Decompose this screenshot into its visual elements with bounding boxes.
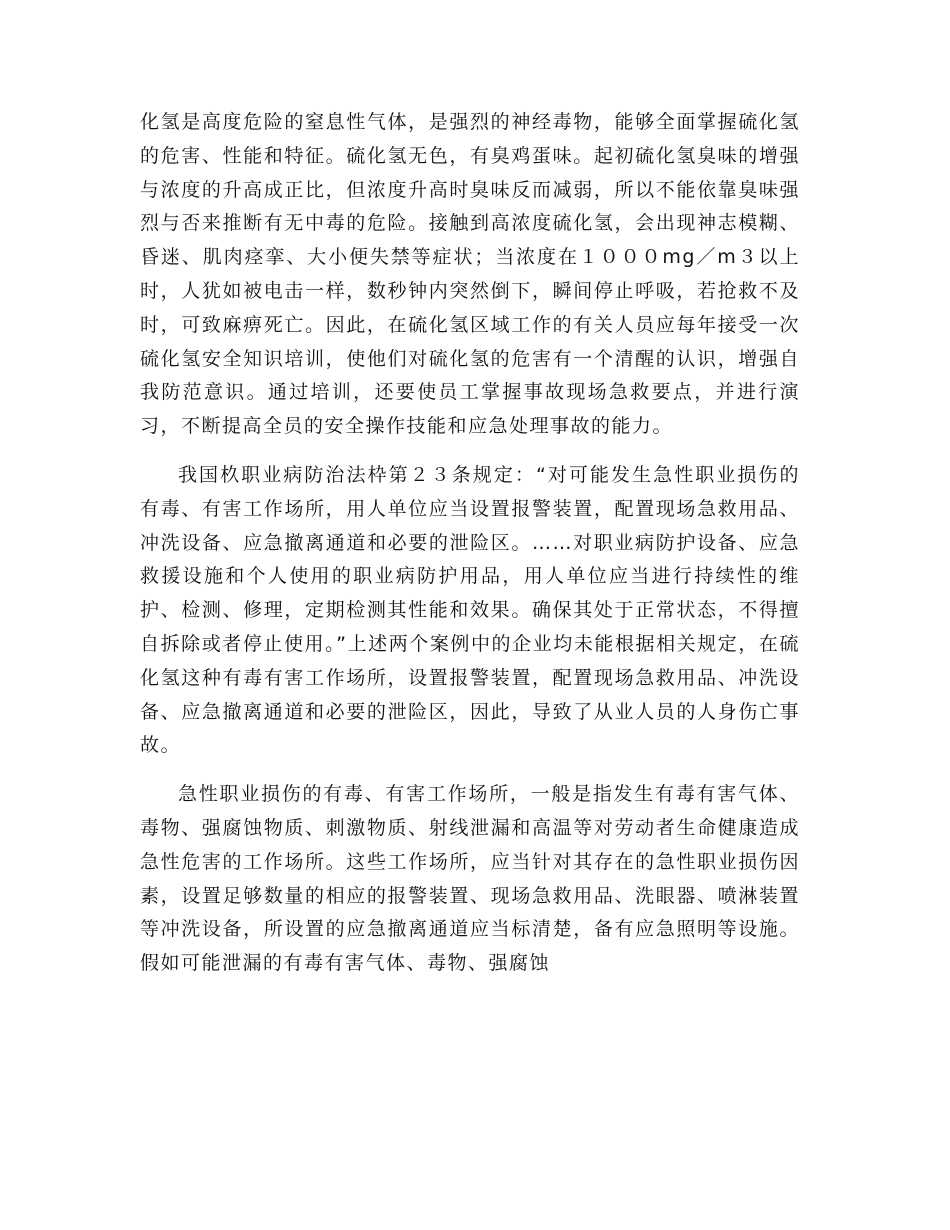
paragraph-acute-injury-workplaces: 急性职业损伤的有毒、有害工作场所，一般是指发生有毒有害气体、毒物、强腐蚀物质、刺激物质、射线泄漏和高温等对劳动者生命健康造成急性危害的工作场所。这些工作场所，应当针对其存在的急性职业损伤因素，设置足够数量的相应的报警装置、现场急救用品、洗眼器、喷淋装置等冲洗设备，所设置的应急撤离通道应当标清楚，备有应急照明等设施。假如可能泄漏的有毒有害气体、毒物、强腐蚀 xyxy=(140,783,800,975)
document-page xyxy=(140,106,800,981)
paragraph-hydrogen-sulfide-hazards: 化氢是高度危险的窒息性气体，是强烈的神经毒物，能够全面掌握硫化氢的危害、性能和特征。硫化氢无色，有臭鸡蛋味。起初硫化氢臭味的增强与浓度的升高成正比，但浓度升高时臭味反而减弱，所以不能依靠臭味强烈与否来推断有无中毒的危险。接触到高浓度硫化氢，会出现神志模糊、昏迷、肌肉痉挛、大小便失禁等症状；当浓度在１０００mg／m３以上时，人犹如被电击一样，数秒钟内突然倒下，瞬间停止呼吸，若抢救不及时，可致麻痹死亡。因此，在硫化氢区域工作的有关人员应每年接受一次硫化氢安全知识培训，使他们对硫化氢的危害有一个清醒的认识，增强自我防范意识。通过培训，还要使员工掌握事故现场急救要点，并进行演习，不断提高全员的安全操作技能和应急处理事故的能力。 xyxy=(140,111,800,438)
paragraph-occupational-disease-law: 我国杦职业病防治法枠第２３条规定：“对可能发生急性职业损伤的有毒、有害工作场所，用人单位应当设置报警装置，配置现场急救用品、冲洗设备、应急撤离通道和必要的泄险区。……对职业病防护设备、应急救援设施和个人使用的职业病防护用品，用人单位应当进行持续性的维护、检测、修理，定期检测其性能和效果。确保其处于正常状态，不得擅自拆除或者停止使用。”上述两个案例中的企业均未能根据相关规定，在硫化氢这种有毒有害工作场所，设置报警装置，配置现场急救用品、冲洗设备、应急撤离通道和必要的泄险区，因此，导致了从业人员的人身伤亡事故。 xyxy=(140,463,800,757)
